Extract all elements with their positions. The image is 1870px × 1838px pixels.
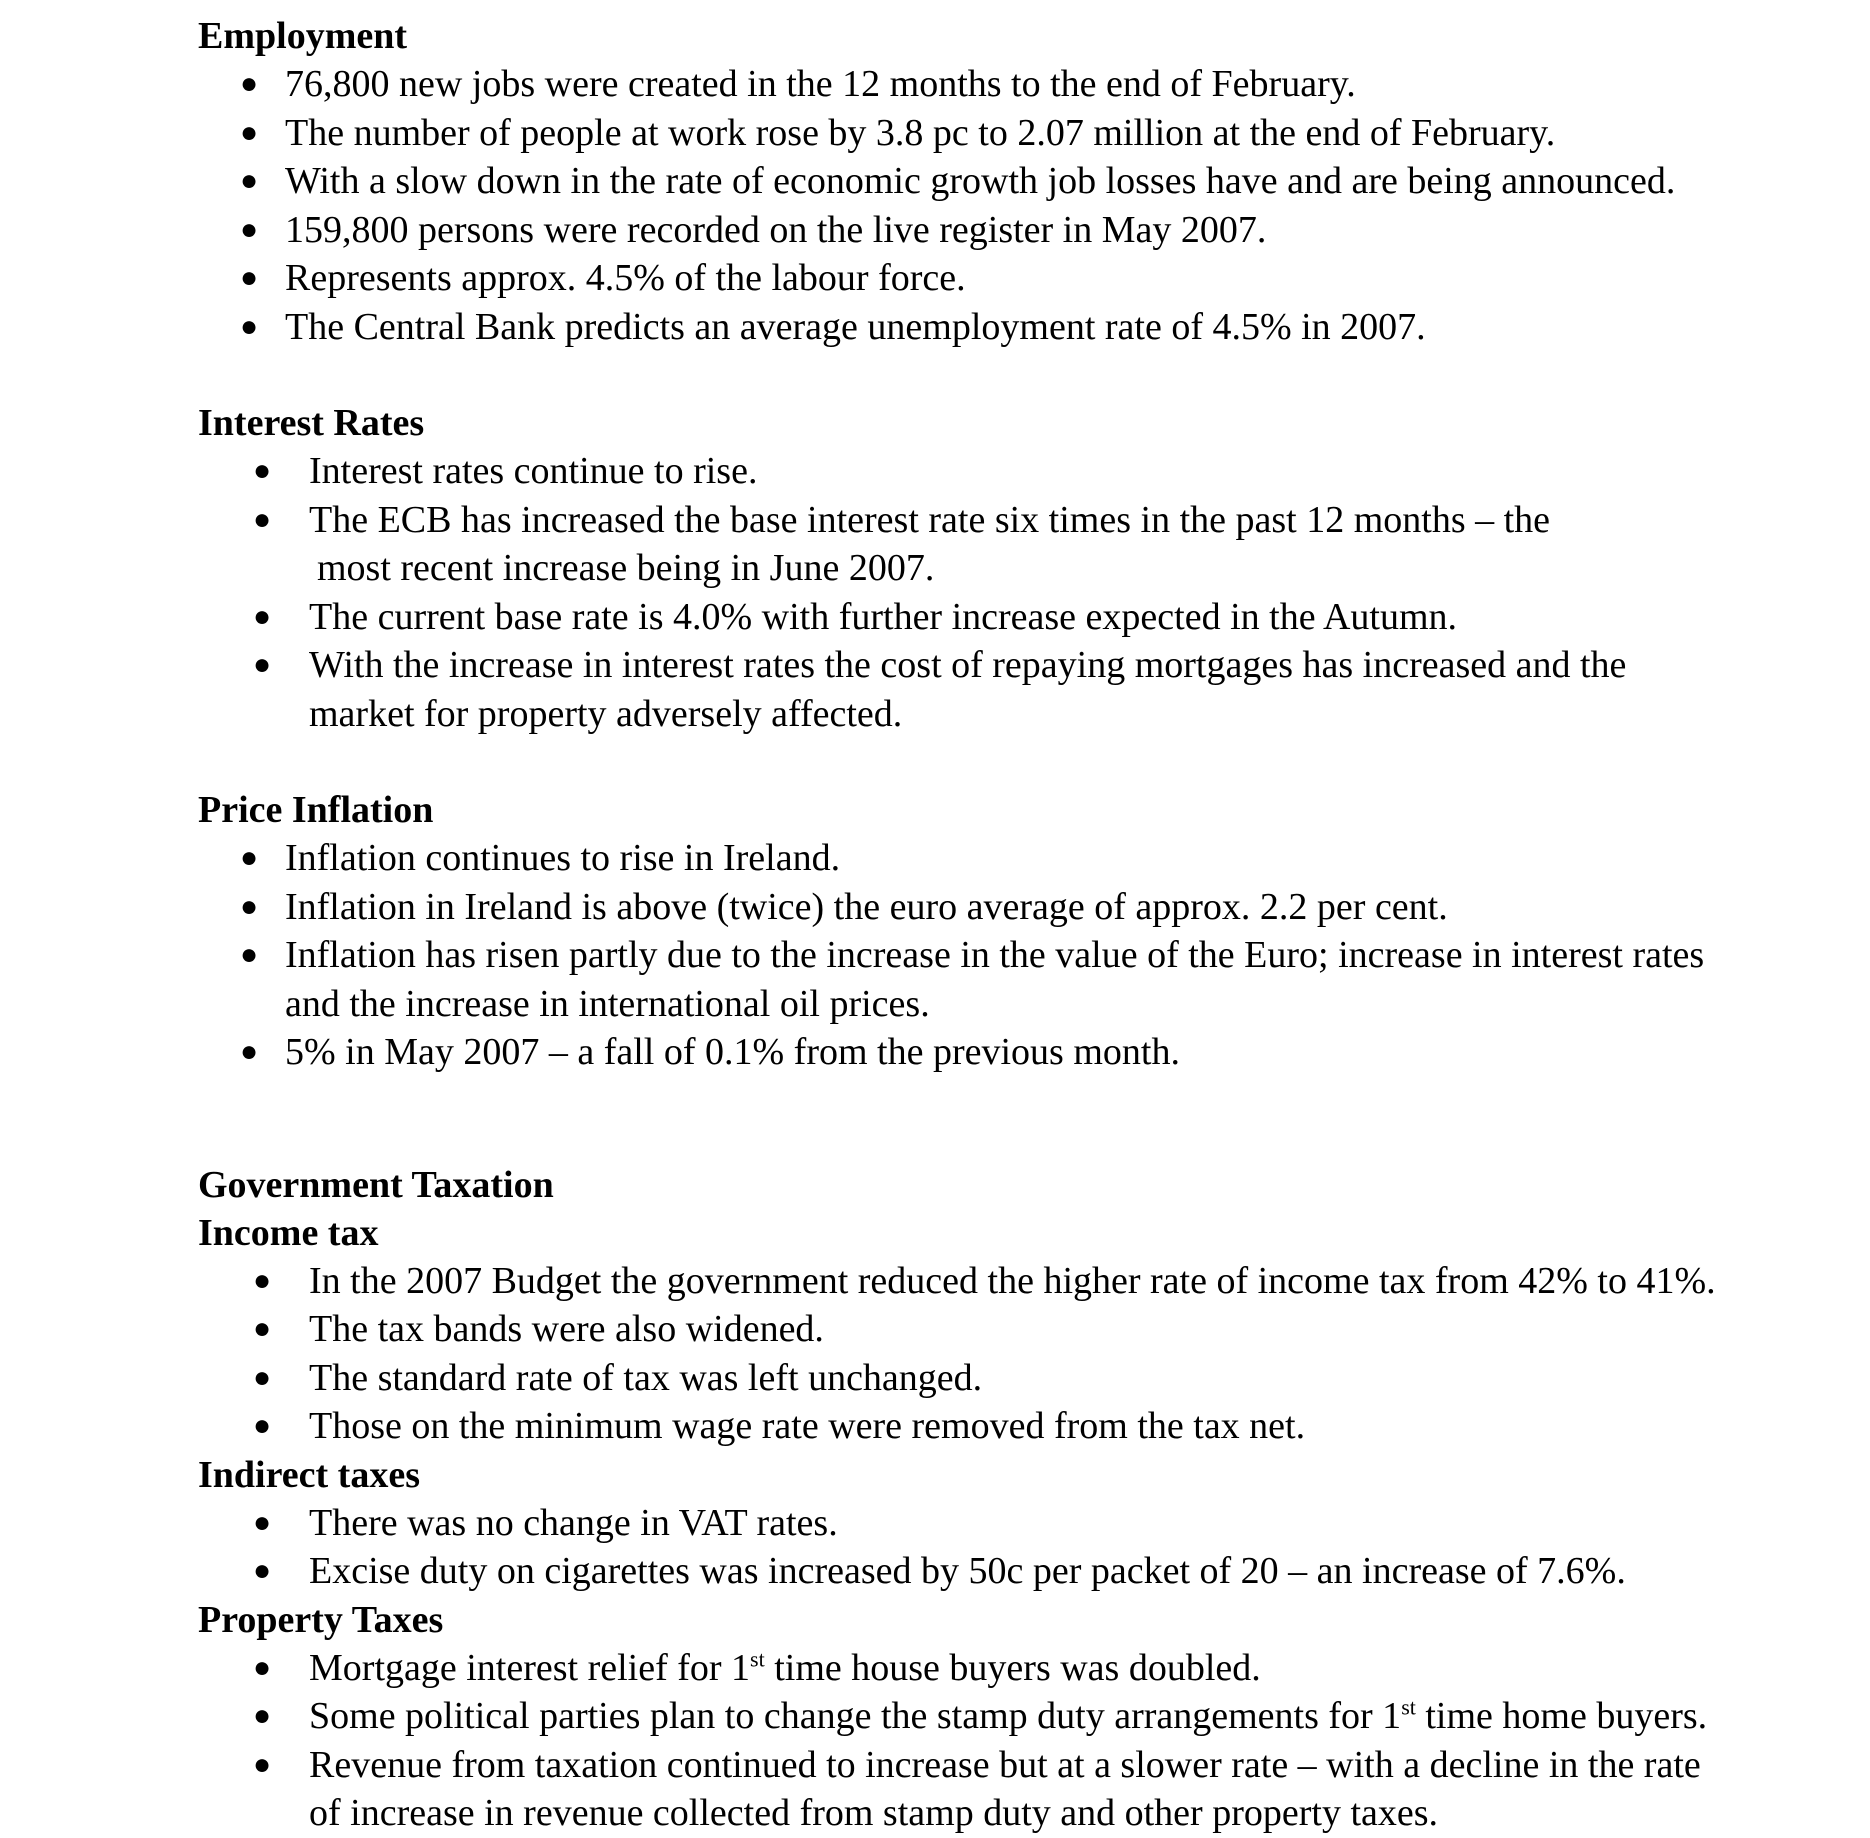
- list-item: ● Interest rates continue to rise.: [198, 447, 1838, 496]
- list-item: ● The current base rate is 4.0% with further increase expected in the Autumn.: [198, 593, 1838, 642]
- document-page: [198, 12, 1838, 1838]
- list-item: ● The number of people at work rose by 3.8 pc to 2.07 million at the end of February.: [198, 109, 1838, 158]
- list-item: ● Represents approx. 4.5% of the labour force.: [198, 254, 1838, 303]
- list-item: ● Those on the minimum wage rate were removed from the tax net.: [198, 1402, 1838, 1451]
- bullet-icon: ●: [240, 261, 259, 294]
- bullet-icon: ●: [253, 1505, 272, 1539]
- bullet-icon: ●: [253, 1650, 272, 1684]
- list-item: ● 159,800 persons were recorded on the live register in May 2007.: [198, 206, 1838, 255]
- list-item: ● Some political parties plan to change the stamp duty arrangements for 1st time home buyers.: [198, 1692, 1838, 1741]
- heading-government-taxation: Government Taxation: [198, 1163, 554, 1206]
- list-item: ● With a slow down in the rate of economic growth job losses have and are being announced.: [198, 157, 1838, 206]
- list-item: ● With the increase in interest rates the cost of repaying mortgages has increased and the market for property adversely affected.: [198, 641, 1838, 738]
- list-item: ● Revenue from taxation continued to increase but at a slower rate – with a decline in the rate of increase in revenue collected from stamp duty and other property taxes.: [198, 1741, 1838, 1838]
- bullet-icon: ●: [253, 1263, 272, 1297]
- bullet-icon: ●: [253, 1312, 272, 1345]
- section-interest-rates: [198, 399, 1838, 738]
- heading-interest-rates: Interest Rates: [198, 402, 425, 444]
- property-taxes-list: [198, 1644, 1838, 1838]
- list-item: ● There was no change in VAT rates.: [198, 1499, 1838, 1548]
- bullet-icon: ●: [253, 1699, 272, 1732]
- section-employment: [198, 12, 1838, 351]
- interest-rates-list: [198, 447, 1838, 738]
- heading-employment: Employment: [198, 15, 407, 57]
- heading-indirect-taxes: Indirect taxes: [198, 1453, 420, 1496]
- list-item: ● The Central Bank predicts an average unemployment rate of 4.5% in 2007.: [198, 303, 1838, 352]
- bullet-icon: ●: [240, 67, 259, 100]
- list-item: ● The tax bands were also widened.: [198, 1305, 1838, 1354]
- bullet-icon: ●: [240, 938, 259, 971]
- bullet-icon: ●: [240, 841, 259, 874]
- bullet-icon: ●: [240, 889, 259, 923]
- list-item: ● Excise duty on cigarettes was increased by 50c per packet of 20 – an increase of 7.6%.: [198, 1547, 1838, 1596]
- bullet-icon: ●: [253, 648, 272, 681]
- list-item: ● Mortgage interest relief for 1st time house buyers was doubled.: [198, 1644, 1838, 1693]
- list-item: ● 5% in May 2007 – a fall of 0.1% from the previous month.: [198, 1028, 1838, 1077]
- list-item: ● Inflation continues to rise in Ireland.: [198, 834, 1838, 883]
- bullet-icon: ●: [253, 1409, 272, 1442]
- list-item: ● Inflation has risen partly due to the increase in the value of the Euro; increase in interest rates and the increase in international oil prices.: [198, 931, 1838, 1028]
- bullet-icon: ●: [240, 164, 259, 197]
- list-item: ● The ECB has increased the base interest rate six times in the past 12 months – the most recent increase being in June 2007.: [198, 496, 1838, 593]
- list-item: ● The standard rate of tax was left unchanged.: [198, 1354, 1838, 1403]
- bullet-icon: ●: [253, 599, 272, 633]
- price-inflation-list: [198, 834, 1838, 1077]
- section-government-taxation: [198, 1161, 1838, 1838]
- bullet-icon: ●: [253, 502, 272, 536]
- indirect-taxes-list: [198, 1499, 1838, 1596]
- heading-price-inflation: Price Inflation: [198, 789, 434, 831]
- bullet-icon: ●: [253, 1747, 272, 1781]
- heading-property-taxes: Property Taxes: [198, 1598, 444, 1641]
- list-item: ● 76,800 new jobs were created in the 12 months to the end of February.: [198, 60, 1838, 109]
- list-item: ● In the 2007 Budget the government reduced the higher rate of income tax from 42% to 41%.: [198, 1257, 1838, 1306]
- bullet-icon: ●: [240, 1035, 259, 1068]
- section-price-inflation: [198, 786, 1838, 1077]
- bullet-icon: ●: [253, 454, 272, 487]
- bullet-icon: ●: [240, 212, 259, 246]
- heading-income-tax: Income tax: [198, 1211, 379, 1254]
- bullet-icon: ●: [240, 115, 259, 149]
- bullet-icon: ●: [253, 1360, 272, 1394]
- employment-list: [198, 60, 1838, 351]
- bullet-icon: ●: [253, 1554, 272, 1587]
- list-item: ● Inflation in Ireland is above (twice) the euro average of approx. 2.2 per cent.: [198, 883, 1838, 932]
- income-tax-list: [198, 1257, 1838, 1451]
- bullet-icon: ●: [240, 309, 259, 343]
